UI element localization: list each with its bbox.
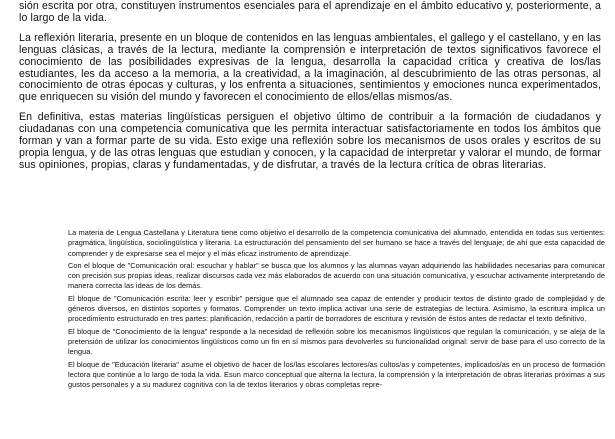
quoted-paragraph-4: El bloque de "Conocimiento de la lengua" responde a la necesidad de reflexión sobre los mecanismos lingüísticos que regulan la comunicación, y se aleja de la pretensión de utilizar los conocimientos lingüísticos como un fin en sí mismos para devolverles su funcionalidad original: servir de base para el uso correcto de la lengua. <box>68 326 605 357</box>
main-text-block <box>19 1 601 180</box>
quoted-paragraph-3: El bloque de "Comunicación escrita: leer y escribir" persigue que el alumnado sea capaz de entender y producir textos de distinto grado de complejidad y de géneros diversos, en distintos soportes y formatos. Comprender un texto implica activar una serie de estrategias de lectura. Asimismo, la escritura implica un procedimiento estructurado en tres partes: planificación, redacción a partir de borradores de escritura y revisión de éstos antes de redactar el texto definitivo. <box>68 293 605 324</box>
main-paragraph-3: En definitiva, estas materias lingüísticas persiguen el objetivo último de contribuir a la formación de ciudadanos y ciudadanas con una competencia comunicativa que les permita interactuar satisfactoriamente en todos los ámbitos que forman y van a formar parte de su vida. Esto exige una reflexión sobre los mecanismos de usos orales y escritos de su propia lengua, y de las otras lenguas que estudian y conocen, y la capacidad de interpretar y valorar el mundo, de formar sus opiniones, propias, claras y fundamentadas, y de disfrutar, a través de la lectura crítica de obras literarias. <box>19 111 601 171</box>
main-paragraph-1: sión escrita por otra, constituyen instrumentos esenciales para el aprendizaje en el ámbito educativo y, posteriormente, a lo largo de la vida. <box>19 0 601 24</box>
quoted-paragraph-1: La materia de Lengua Castellana y Literatura tiene como objetivo el desarrollo de la competencia comunicativa del alumnado, entendida en todas sus vertientes: pragmática, lingüística, sociolingüística y literaria. La estructuración del pensamiento del ser humano se hace a través del lenguaje; de ahí que esta capacidad de comprender y de expresarse sea el mejor y el más eficaz instrumento de aprendizaje. <box>68 228 605 258</box>
quoted-paragraph-5: El bloque de "Educación literaria" asume el objetivo de hacer de los/las escolares lectores/as cultos/as y competentes, implicados/as en un proceso de formación lectora que continúe a lo largo de toda la vida. Esun marco conceptual que alterna la lectura, la comprensión y la interpretación de obras literarias próximas a sus gustos personales y a su madurez cognitiva con la de textos literarios y obras completas repre- <box>68 359 605 390</box>
quoted-text-block <box>68 228 605 392</box>
main-paragraph-2: La reflexión literaria, presente en un bloque de contenidos en las lenguas ambientales, el gallego y el castellano, y en las lenguas clásicas, a través de la lectura, mediante la comprensión e interpretación de textos significativos favorece el conocimiento de las posibilidades expresivas de la lengua, desarrolla la capacidad crítica y creativa de los/las estudiantes, les da acceso a la memoria, a la creatividad, a la imaginación, al descubrimiento de las otras personas, al conocimiento de otras épocas y culturas, y los enfrenta a situaciones, sentimientos y emociones nunca experimentados, que enriquecen su visión del mundo y favorecen el conocimiento de ellos/ellas mismos/as. <box>19 31 601 104</box>
quoted-paragraph-2: Con el bloque de "Comunicación oral: escuchar y hablar" se busca que los alumnos y las alumnas vayan adquiriendo las habilidades necesarias para comunicar con precisión sus propias ideas, realizar discursos cada vez más elaborados de acuerdo con una situación comunicativa, y escuchar activamente interpretando de manera correcta las ideas de los demás. <box>68 260 605 291</box>
